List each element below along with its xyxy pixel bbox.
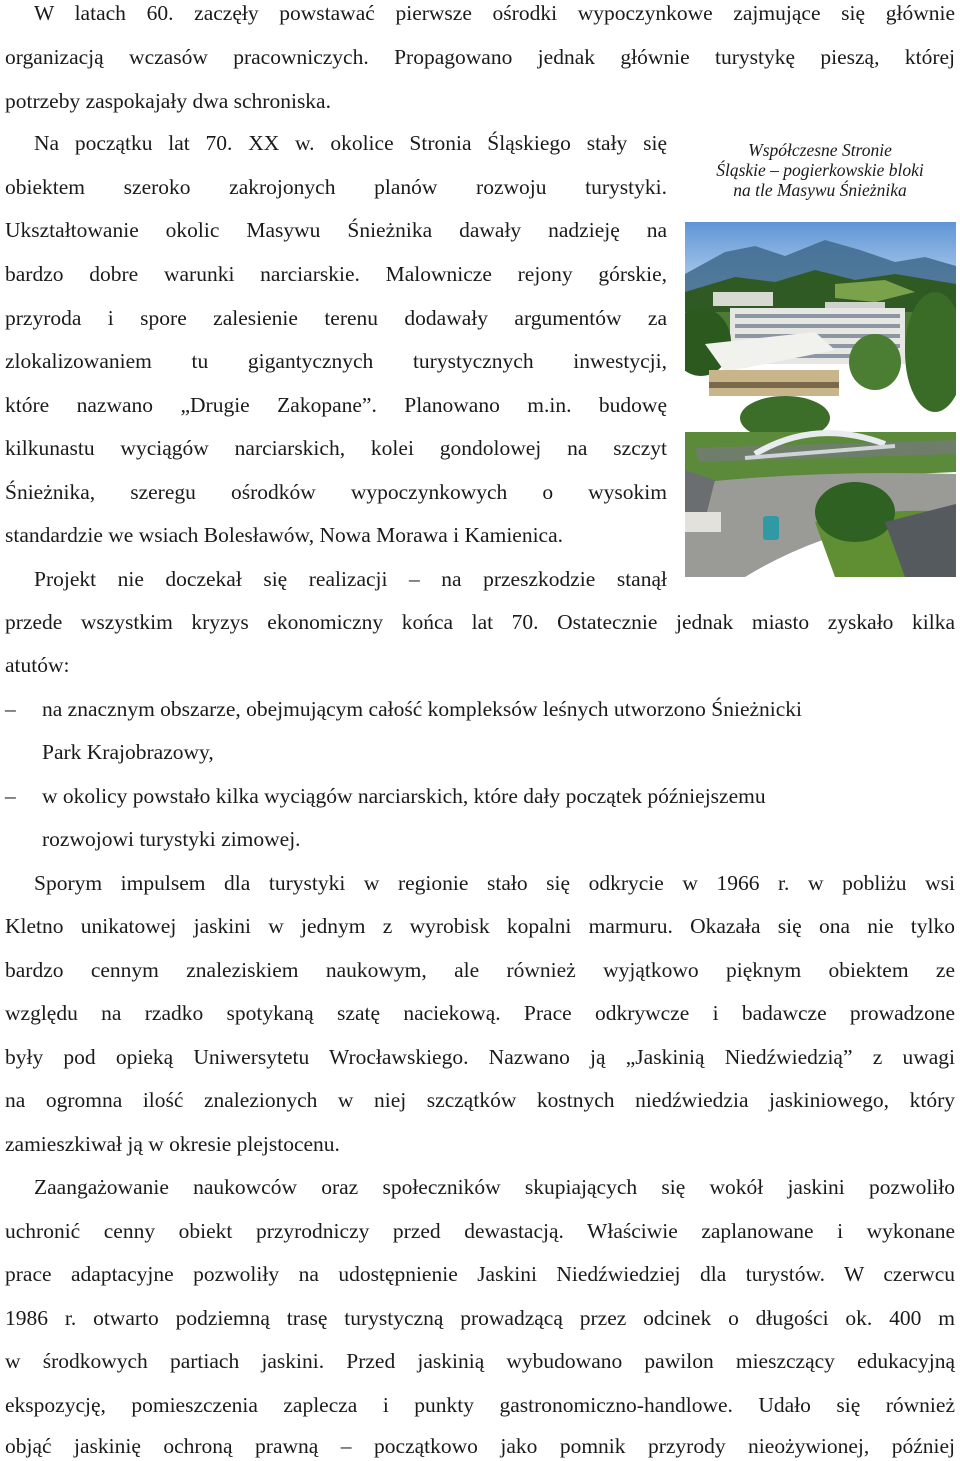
commercial-windows: [709, 382, 839, 388]
paragraph-project-line-2: przede wszystkim kryzys ekonomiczny końca lat 70. Ostatecznie jednak miasto zyskało kilka: [5, 610, 955, 634]
paragraph-intro-line-1: W latach 60. zaczęły powstawać pierwsze ośrodki wypoczynkowe zajmujące się głównie: [34, 1, 955, 25]
paragraph-intro-line-3: potrzeby zaspokajały dwa schroniska.: [5, 89, 331, 113]
paragraph-seventies-line-1: Na początku lat 70. XX w. okolice Stronia Śląskiego stały się: [34, 131, 667, 155]
town-photo-illustration: [685, 222, 956, 577]
paragraph-cave-line-4: względu na rzadko spotykaną szatę naciekową. Prace odkrywcze i badawcze prowadzone: [5, 1001, 955, 1025]
list-item-2-line-2: rozwojowi turystyki zimowej.: [42, 827, 301, 851]
building-bottom-left: [685, 512, 721, 532]
figure-caption: [684, 140, 956, 200]
paragraph-cave-line-5: były pod opieką Uniwersytetu Wrocławskiego. Nazwano ją „Jaskinią Niedźwiedzią” z uwagi: [5, 1045, 955, 1069]
figure-caption-line-2: Śląskie – pogierkowskie bloki: [716, 160, 924, 180]
list-dash-2: –: [5, 784, 16, 808]
tree-bottom: [815, 482, 895, 542]
paragraph-seventies-line-9: Śnieżnika, szeregu ośrodków wypoczynkowych o wysokim: [5, 480, 667, 504]
paragraph-seventies-line-2: obiektem szeroko zakrojonych planów rozwoju turystyki.: [5, 175, 667, 199]
list-dash-1: –: [5, 697, 16, 721]
paragraph-cave-line-2: Kletno unikatowej jaskini w jednym z wyrobisk kopalni marmuru. Okazała się ona nie tylko: [5, 914, 955, 938]
paragraph-seventies-line-3: Ukształtowanie okolic Masywu Śnieżnika dawały nadzieję na: [5, 218, 667, 242]
paragraph-cave-line-7: zamieszkiwał ją w okresie plejstocenu.: [5, 1132, 340, 1156]
paragraph-engagement-line-5: w środkowych partiach jaskini. Przed jaskinią wybudowano pawilon mieszczący edukacyjną: [5, 1349, 955, 1373]
paragraph-cave-line-6: na ogromna ilość znalezionych w niej szczątków kostnych niedźwiedzia jaskiniowego, który: [5, 1088, 955, 1112]
paragraph-engagement-line-6: ekspozycję, pomieszczenia zaplecza i punkty gastronomiczno-handlowe. Udało się również: [5, 1393, 955, 1417]
paragraph-engagement-line-2: uchronić cenny obiekt przyrodniczy przed dewastacją. Właściwie zaplanowane i wykonane: [5, 1219, 955, 1243]
paragraph-engagement-line-1: Zaangażowanie naukowców oraz społeczników skupiających się wokół jaskini pozwoliło: [34, 1175, 955, 1199]
town-photo: [685, 222, 956, 577]
paragraph-engagement-line-7: objąć jaskinię ochroną prawną – początkowo jako pomnik przyrody nieożywionej, później: [5, 1434, 955, 1458]
paragraph-seventies-line-6: zlokalizowaniem tu gigantycznych turystycznych inwestycji,: [5, 349, 667, 373]
paragraph-project-line-1: Projekt nie doczekał się realizacji – na przeszkodzie stanął: [34, 567, 667, 591]
tree-right-2: [849, 334, 901, 390]
figure-caption-line-1: Współczesne Stronie: [748, 140, 892, 160]
paragraph-seventies-line-10: standardzie we wsiach Bolesławów, Nowa Morawa i Kamienica.: [5, 523, 564, 547]
figure-caption-line-3: na tle Masywu Śnieżnika: [733, 180, 907, 200]
list-item-2-line-1: w okolicy powstało kilka wyciągów narciarskich, które dały początek późniejszemu: [42, 784, 766, 808]
paragraph-seventies-line-8: kilkunastu wyciągów narciarskich, kolei gondolowej na szczyt: [5, 436, 667, 460]
list-item-1-line-1: na znacznym obszarze, obejmującym całość kompleksów leśnych utworzono Śnieżnicki: [42, 697, 803, 721]
list-item-1-line-2: Park Krajobrazowy,: [42, 740, 214, 764]
paragraph-cave-line-3: bardzo cennym znaleziskiem naukowym, ale również wyjątkowo pięknym obiektem ze: [5, 958, 955, 982]
paragraph-project-line-3: atutów:: [5, 653, 70, 677]
car: [763, 516, 779, 540]
paragraph-cave-line-1: Sporym impulsem dla turystyki w regionie stało się odkrycie w 1966 r. w pobliżu wsi: [34, 871, 955, 895]
paragraph-seventies-line-5: przyroda i spore zalesienie terenu dodawały argumentów za: [5, 306, 667, 330]
paragraph-engagement-line-4: 1986 r. otwarto podziemną trasę turystyczną prowadzącą przez odcinek o długości ok. 400 m: [5, 1306, 955, 1330]
distant-block: [713, 292, 773, 306]
paragraph-intro-line-2: organizacją wczasów pracowniczych. Propagowano jednak głównie turystykę pieszą, której: [5, 45, 955, 69]
paragraph-seventies-line-4: bardzo dobre warunki narciarskie. Malownicze rejony górskie,: [5, 262, 667, 286]
paragraph-seventies-line-7: które nazwano „Drugie Zakopane”. Planowano m.in. budowę: [5, 393, 667, 417]
paragraph-engagement-line-3: prace adaptacyjne pozwoliły na udostępnienie Jaskini Niedźwiedziej dla turystów. W czerwcu: [5, 1262, 955, 1286]
